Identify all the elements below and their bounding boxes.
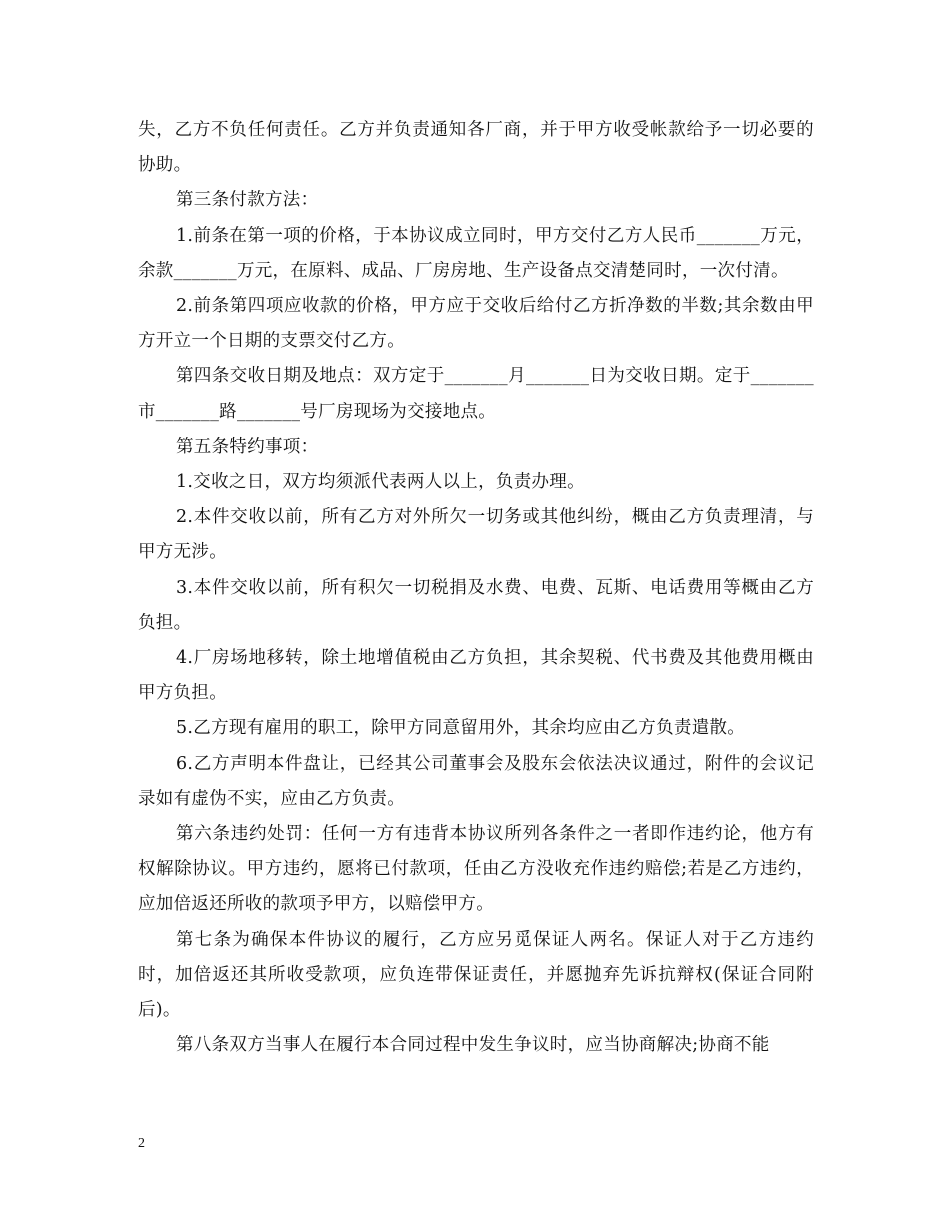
- paragraph: 4.厂房场地移转，除土地增值税由乙方负担，其余契税、代书费及其他费用概由甲方负担。: [138, 648, 814, 704]
- paragraph-article-6: 第六条违约处罚：任何一方有违背本协议所列各条件之一者即作违约论，他方有权解除协议。甲方违约，愿将已付款项，任由乙方没收充作违约赔偿;若是乙方违约，应加倍返还所收的款项予甲方，以赔偿甲方。: [138, 824, 814, 915]
- paragraph: 5.乙方现有雇用的职工，除甲方同意留用外，其余均应由乙方负责遣散。: [176, 718, 746, 739]
- paragraph: 1.交收之日，双方均须派代表两人以上，负责办理。: [176, 472, 585, 493]
- document-body: [138, 113, 814, 1063]
- paragraph: 1.前条在第一项的价格，于本协议成立同时，甲方交付乙方人民币_______万元，余款_______万元，在原料、成品、厂房房地、生产设备点交清楚同时，一次付清。: [138, 225, 814, 281]
- paragraph: 失，乙方不负任何责任。乙方并负责通知各厂商，并于甲方收受帐款给予一切必要的协助。: [138, 120, 814, 176]
- paragraph-article-8: 第八条双方当事人在履行本合同过程中发生争议时，应当协商解决;协商不能: [176, 1035, 770, 1056]
- paragraph-article-4: 第四条交收日期及地点：双方定于_______月_______日为交收日期。定于_______市_______路_______号厂房现场为交接地点。: [138, 366, 814, 422]
- section-heading-article-3: 第三条付款方法：: [176, 190, 319, 211]
- paragraph: 2.前条第四项应收款的价格，甲方应于交收后给付乙方折净数的半数;其余数由甲方开立一个日期的支票交付乙方。: [138, 296, 814, 352]
- paragraph: 6.乙方声明本件盘让，已经其公司董事会及股东会依法决议通过，附件的会议记录如有虚伪不实，应由乙方负责。: [138, 753, 814, 809]
- paragraph: 2.本件交收以前，所有乙方对外所欠一切务或其他纠纷，概由乙方负责理清，与甲方无涉。: [138, 507, 814, 563]
- page-number: 2: [138, 1136, 145, 1151]
- paragraph-article-7: 第七条为确保本件协议的履行，乙方应另觅保证人两名。保证人对于乙方违约时，加倍返还其所收受款项，应负连带保证责任，并愿抛弃先诉抗辩权(保证合同附后)。: [138, 929, 814, 1021]
- paragraph: 3.本件交收以前，所有积欠一切税捐及水费、电费、瓦斯、电话费用等概由乙方负担。: [138, 577, 814, 633]
- section-heading-article-5: 第五条特约事项：: [176, 436, 319, 457]
